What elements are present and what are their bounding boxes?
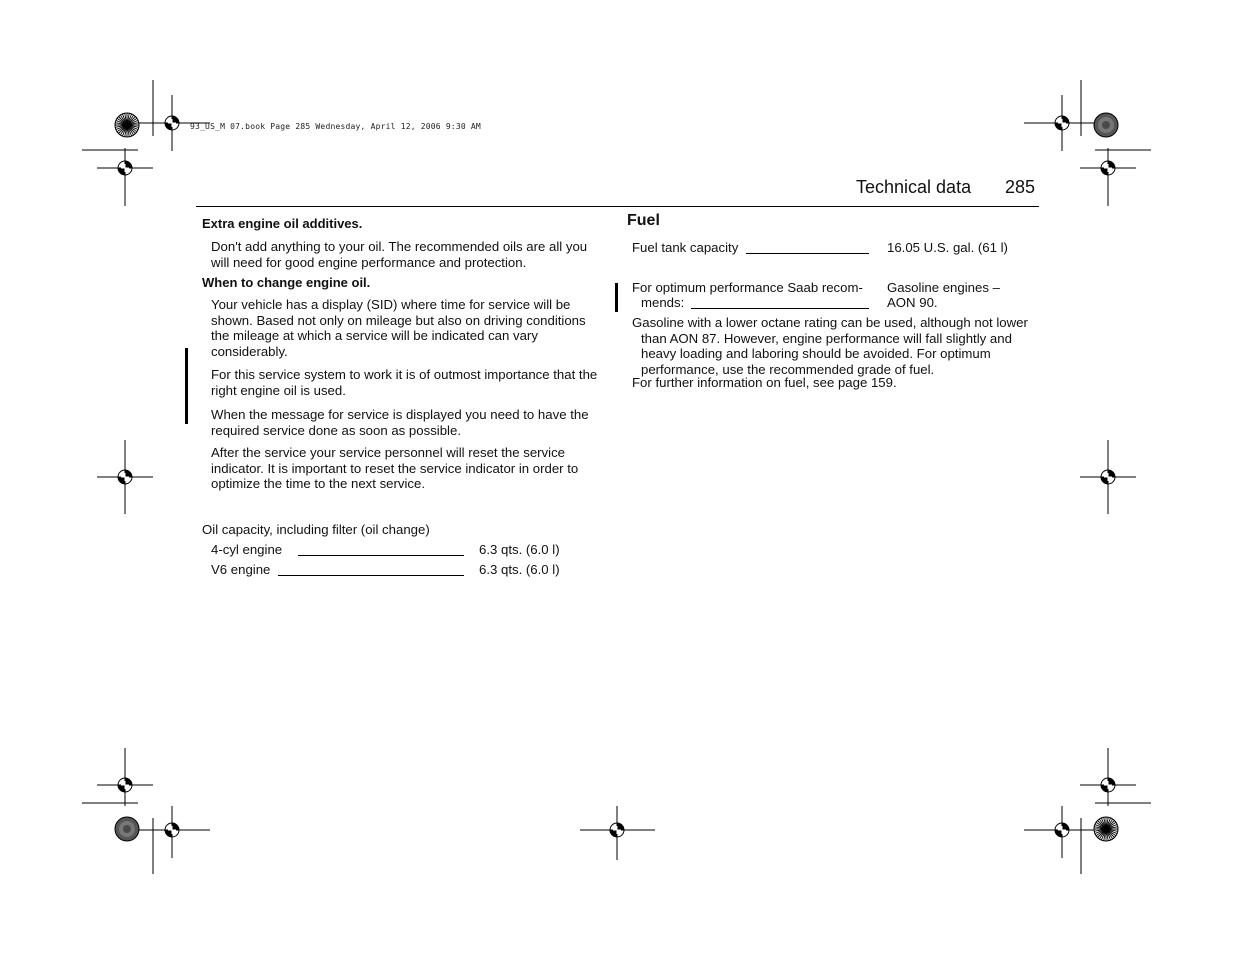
capacity-value: 6.3 qts. (6.0 l) [479,562,560,577]
registration-mark-icon [165,116,179,130]
registration-mark-icon [165,823,179,837]
oil-capacity-label: Oil capacity, including filter (oil change) [202,522,430,537]
additives-heading: Extra engine oil additives. [202,216,363,231]
change-paragraph-4: After the service your service personnel will reset the service indicator. It is important to reset the service indicator in order to optimize the time to the next service. [211,445,579,491]
change-paragraph-1: Your vehicle has a display (SID) where time for service will be shown. Based not only on mileage but also on driving conditions the mileage at which a service will be indicated can vary considerably. [211,297,586,359]
recommend-value-line1: Gasoline engines – [887,280,1000,295]
registration-mark-icon [118,470,132,484]
registration-mark-icon [1055,823,1069,837]
revision-bar [185,348,188,424]
registration-mark-icon [118,778,132,792]
registration-mark-icon [1101,161,1115,175]
registration-mark-icon [610,823,624,837]
capacity-engine-label: 4-cyl engine [211,542,283,557]
change-paragraph-3: When the message for service is displayed you need to have the required service done as soon as possible. [211,407,589,438]
registration-mark-icon [1055,116,1069,130]
registration-mark-icon [118,161,132,175]
capacity-engine-label: V6 engine [211,562,271,577]
fuel-heading: Fuel [627,212,660,229]
recommend-label-line1: For optimum performance Saab recom- [632,280,863,295]
change-heading: When to change engine oil. [202,275,371,290]
recommend-value-line2: AON 90. [887,295,938,310]
page-number: 285 [1005,177,1036,197]
header-rule [196,206,1039,207]
change-paragraph-2: For this service system to work it is of outmost importance that the right engine oil is used. [211,367,598,398]
registration-mark-icon [1101,470,1115,484]
color-target-icon [115,817,139,841]
leader-line [746,253,869,254]
leader-line [691,308,869,309]
color-target-icon [1094,817,1118,841]
tank-capacity-value: 16.05 U.S. gal. (61 l) [887,240,1008,255]
additives-text: Don't add anything to your oil. The recommended oils are all you will need for good engine performance and protection. [211,239,588,270]
color-target-icon [115,113,139,137]
print-slug: 93_US_M 07.book Page 285 Wednesday, April 12, 2006 9:30 AM [190,122,481,131]
leader-line [278,575,464,576]
further-info: For further information on fuel, see page 159. [632,375,897,390]
octane-note: Gasoline with a lower octane rating can be used, although not lower than AON 87. However, engine performance will fall slightly and heavy loading and laboring should be avoided. For optimum performance, use the recommended grade of fuel. [632,315,1028,377]
tank-capacity-label: Fuel tank capacity [632,240,739,255]
recommend-label-line2: mends: [641,295,685,310]
capacity-value: 6.3 qts. (6.0 l) [479,542,560,557]
section-title: Technical data [856,177,972,197]
leader-line [298,555,464,556]
registration-mark-icon [1101,778,1115,792]
revision-bar [615,283,618,312]
color-target-icon [1094,113,1118,137]
